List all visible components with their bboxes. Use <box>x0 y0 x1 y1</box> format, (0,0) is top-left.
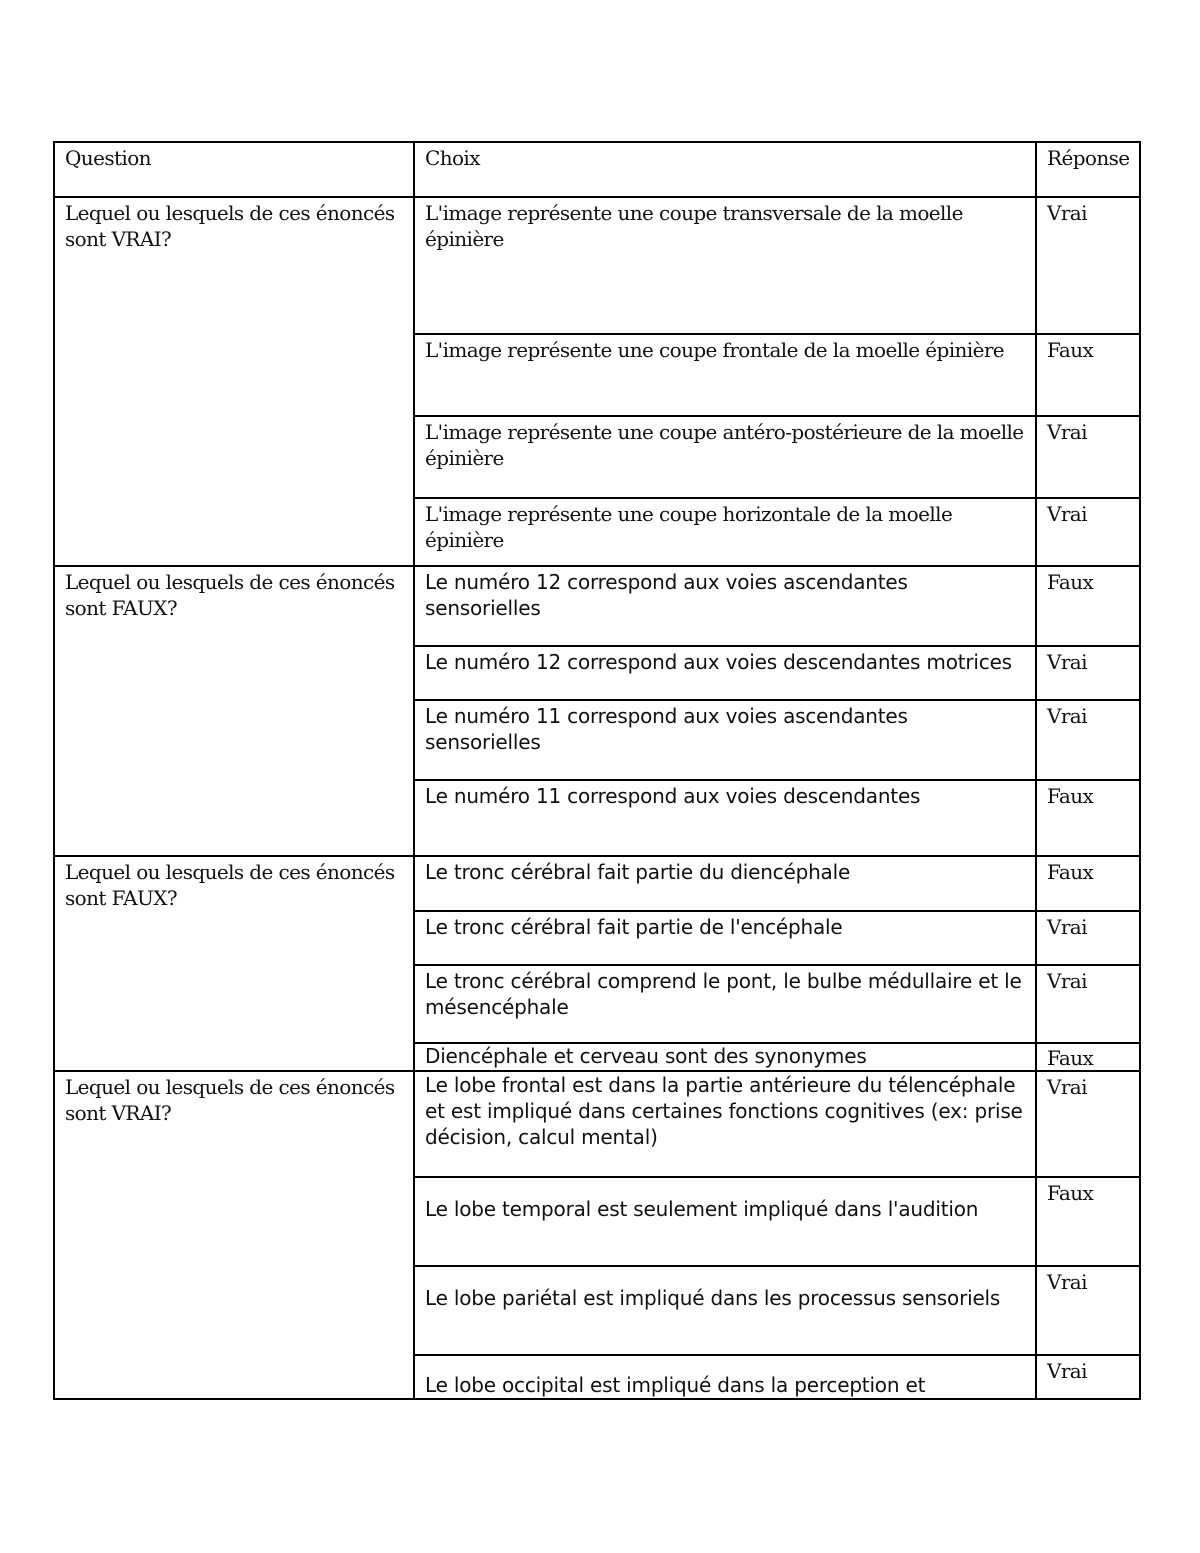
answer-cell: Vrai <box>1036 965 1140 1043</box>
choice-cell: Le lobe occipital est impliqué dans la perception et <box>414 1355 1036 1399</box>
answer-cell: Faux <box>1036 1043 1140 1071</box>
table-row <box>54 1071 1140 1177</box>
answer-cell: Vrai <box>1036 1071 1140 1177</box>
answer-cell: Vrai <box>1036 911 1140 965</box>
choice-cell: Diencéphale et cerveau sont des synonymes <box>414 1043 1036 1071</box>
answer-cell: Vrai <box>1036 416 1140 498</box>
table-row <box>54 566 1140 646</box>
choice-cell: Le tronc cérébral comprend le pont, le bulbe médullaire et le mésencéphale <box>414 965 1036 1043</box>
question-cell: Lequel ou lesquels de ces énoncés sont FAUX? <box>54 566 414 856</box>
choice-cell: Le numéro 12 correspond aux voies descendantes motrices <box>414 646 1036 700</box>
choice-cell: Le numéro 11 correspond aux voies descendantes <box>414 780 1036 856</box>
table-row <box>54 197 1140 334</box>
choice-cell: Le numéro 12 correspond aux voies ascendantes sensorielles <box>414 566 1036 646</box>
answer-cell: Vrai <box>1036 197 1140 334</box>
answer-cell: Vrai <box>1036 498 1140 566</box>
choice-cell: L'image représente une coupe horizontale de la moelle épinière <box>414 498 1036 566</box>
table-row <box>54 856 1140 911</box>
choice-cell: Le lobe pariétal est impliqué dans les processus sensoriels <box>414 1266 1036 1355</box>
header-question: Question <box>54 142 414 197</box>
header-answer: Réponse <box>1036 142 1140 197</box>
choice-cell: L'image représente une coupe antéro-postérieure de la moelle épinière <box>414 416 1036 498</box>
choice-cell: Le tronc cérébral fait partie du diencéphale <box>414 856 1036 911</box>
choice-cell: Le tronc cérébral fait partie de l'encéphale <box>414 911 1036 965</box>
choice-cell: L'image représente une coupe frontale de la moelle épinière <box>414 334 1036 416</box>
answer-cell: Faux <box>1036 566 1140 646</box>
answer-cell: Faux <box>1036 780 1140 856</box>
question-cell: Lequel ou lesquels de ces énoncés sont VRAI? <box>54 1071 414 1399</box>
answer-cell: Faux <box>1036 334 1140 416</box>
header-row <box>54 142 1140 197</box>
answer-cell: Vrai <box>1036 1266 1140 1355</box>
choice-cell: L'image représente une coupe transversale de la moelle épinière <box>414 197 1036 334</box>
answer-cell: Vrai <box>1036 646 1140 700</box>
answer-cell: Vrai <box>1036 1355 1140 1399</box>
choice-cell: Le lobe temporal est seulement impliqué dans l'audition <box>414 1177 1036 1266</box>
answer-cell: Faux <box>1036 1177 1140 1266</box>
quiz-table <box>53 141 1141 1400</box>
question-cell: Lequel ou lesquels de ces énoncés sont VRAI? <box>54 197 414 566</box>
choice-cell: Le lobe frontal est dans la partie antérieure du télencéphale et est impliqué dans certaines fonctions cognitives (ex: prise décision, calcul mental) <box>414 1071 1036 1177</box>
header-choice: Choix <box>414 142 1036 197</box>
choice-cell: Le numéro 11 correspond aux voies ascendantes sensorielles <box>414 700 1036 780</box>
answer-cell: Vrai <box>1036 700 1140 780</box>
answer-cell: Faux <box>1036 856 1140 911</box>
question-cell: Lequel ou lesquels de ces énoncés sont FAUX? <box>54 856 414 1071</box>
